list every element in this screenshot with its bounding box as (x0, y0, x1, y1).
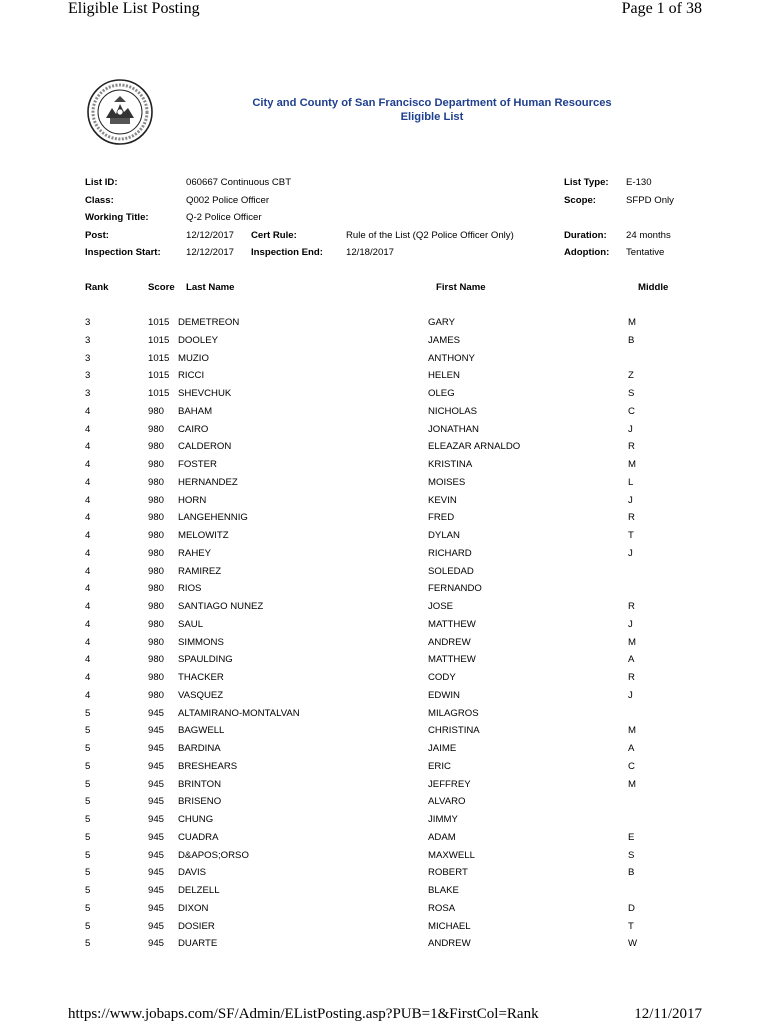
last-name-cell: MELOWITZ (178, 530, 229, 541)
print-footer (0, 1006, 770, 1024)
last-name-cell: RICCI (178, 370, 205, 382)
table-row (0, 814, 770, 832)
middle-initial-cell: M (628, 636, 636, 648)
table-row (0, 619, 770, 637)
rank-cell: 4 (85, 476, 91, 488)
working-title-label: Working Title: (85, 212, 149, 223)
rank-cell: 5 (85, 778, 91, 790)
rank-cell: 4 (85, 583, 91, 595)
rank-cell: 5 (85, 902, 91, 914)
score-cell: 1015 (148, 370, 170, 382)
column-header-score: Score (148, 282, 175, 293)
first-name-cell: HELEN (428, 370, 460, 382)
middle-initial-cell: D (628, 902, 635, 914)
heading-line-2: Eligible List (400, 111, 464, 123)
table-row (0, 725, 770, 743)
table-row (0, 654, 770, 672)
scope-value: SFPD Only (626, 195, 674, 206)
post-label: Post: (85, 230, 109, 241)
last-name-cell: DAVIS (178, 867, 207, 879)
middle-initial-cell: R (628, 601, 635, 612)
first-name-cell: ELEAZAR ARNALDO (428, 441, 521, 453)
rank-cell: 3 (85, 388, 91, 399)
table-row (0, 796, 770, 814)
score-cell: 945 (148, 849, 165, 861)
first-name-cell: ANDREW (428, 636, 471, 648)
middle-initial-cell: J (628, 689, 633, 701)
page-heading (200, 96, 664, 124)
first-name-cell: DYLAN (428, 530, 460, 541)
middle-initial-cell: R (628, 672, 635, 683)
rank-cell: 4 (85, 601, 91, 612)
rank-cell: 4 (85, 565, 91, 577)
last-name-cell: DOSIER (178, 920, 215, 932)
middle-initial-cell: S (628, 388, 635, 399)
table-row (0, 317, 770, 335)
class-label: Class: (85, 195, 114, 206)
middle-initial-cell: M (628, 725, 636, 737)
middle-initial-cell: Z (628, 370, 634, 382)
middle-initial-cell: R (628, 512, 635, 524)
score-cell: 980 (148, 530, 165, 541)
rank-cell: 4 (85, 441, 91, 453)
last-name-cell: DEMETREON (178, 317, 240, 328)
table-row (0, 832, 770, 850)
score-cell: 945 (148, 743, 165, 754)
adoption-label: Adoption: (564, 247, 610, 258)
rank-cell: 5 (85, 707, 91, 719)
rank-cell: 3 (85, 370, 91, 382)
rank-cell: 4 (85, 405, 91, 417)
rank-cell: 5 (85, 920, 91, 932)
inspection-start-label: Inspection Start: (85, 247, 161, 258)
table-row (0, 353, 770, 371)
first-name-cell: GARY (428, 317, 456, 328)
first-name-cell: MILAGROS (428, 707, 479, 719)
print-footer-date: 12/11/2017 (634, 1006, 702, 1022)
last-name-cell: BRISENO (178, 796, 222, 808)
score-cell: 1015 (148, 388, 170, 399)
last-name-cell: SAUL (178, 618, 204, 630)
print-header-title: Eligible List Posting (68, 0, 200, 17)
last-name-cell: DOOLEY (178, 334, 218, 346)
rank-cell: 4 (85, 689, 91, 701)
first-name-cell: BLAKE (428, 885, 459, 896)
rank-cell: 5 (85, 938, 91, 950)
score-cell: 945 (148, 885, 165, 896)
last-name-cell: BRESHEARS (178, 760, 238, 772)
last-name-cell: SIMMONS (178, 636, 224, 648)
rank-cell: 3 (85, 352, 91, 364)
rank-cell: 5 (85, 743, 91, 754)
city-seal-logo (86, 78, 154, 146)
first-name-cell: NICHOLAS (428, 405, 478, 417)
first-name-cell: MICHAEL (428, 920, 471, 932)
middle-initial-cell: T (628, 920, 634, 932)
first-name-cell: ERIC (428, 760, 451, 772)
table-row (0, 885, 770, 903)
table-row (0, 388, 770, 406)
last-name-cell: BRINTON (178, 778, 221, 790)
rank-cell: 5 (85, 849, 91, 861)
rank-cell: 3 (85, 317, 91, 328)
last-name-cell: MUZIO (178, 352, 209, 364)
rank-cell: 5 (85, 831, 91, 843)
first-name-cell: ALVARO (428, 796, 466, 808)
rank-cell: 4 (85, 459, 91, 470)
middle-initial-cell: S (628, 849, 635, 861)
table-row (0, 441, 770, 459)
table-row (0, 938, 770, 956)
first-name-cell: KEVIN (428, 494, 457, 506)
rank-cell: 4 (85, 672, 91, 683)
table-row (0, 743, 770, 761)
rank-cell: 5 (85, 814, 91, 825)
last-name-cell: HORN (178, 494, 207, 506)
first-name-cell: ROSA (428, 902, 456, 914)
middle-initial-cell: E (628, 831, 635, 843)
rank-cell: 4 (85, 618, 91, 630)
last-name-cell: D&APOS;ORSO (178, 849, 249, 861)
list-type-value: E-130 (626, 177, 652, 188)
last-name-cell: BAHAM (178, 405, 213, 417)
table-row (0, 370, 770, 388)
last-name-cell: DELZELL (178, 885, 220, 896)
score-cell: 980 (148, 601, 165, 612)
first-name-cell: JIMMY (428, 814, 458, 825)
column-header-rank: Rank (85, 282, 109, 293)
duration-label: Duration: (564, 230, 607, 241)
score-cell: 945 (148, 902, 165, 914)
score-cell: 980 (148, 459, 165, 470)
first-name-cell: JONATHAN (428, 423, 479, 435)
score-cell: 945 (148, 725, 165, 737)
rank-cell: 3 (85, 334, 91, 346)
last-name-cell: THACKER (178, 672, 224, 683)
middle-initial-cell: B (628, 334, 635, 346)
last-name-cell: CHUNG (178, 814, 214, 825)
score-cell: 945 (148, 796, 165, 808)
middle-initial-cell: J (628, 547, 633, 559)
score-cell: 1015 (148, 334, 170, 346)
first-name-cell: KRISTINA (428, 459, 473, 470)
middle-initial-cell: J (628, 423, 633, 435)
table-row (0, 903, 770, 921)
post-value: 12/12/2017 (186, 230, 235, 241)
first-name-cell: JAIME (428, 743, 457, 754)
middle-initial-cell: J (628, 494, 633, 506)
table-row (0, 566, 770, 584)
cert-rule-label: Cert Rule: (251, 230, 297, 241)
score-cell: 980 (148, 654, 165, 666)
table-row (0, 690, 770, 708)
score-cell: 945 (148, 707, 165, 719)
list-type-label: List Type: (564, 177, 609, 188)
last-name-cell: ALTAMIRANO-MONTALVAN (178, 707, 300, 719)
column-header-last-name: Last Name (186, 282, 235, 293)
table-row (0, 477, 770, 495)
first-name-cell: MATTHEW (428, 654, 476, 666)
table-row (0, 637, 770, 655)
score-cell: 945 (148, 938, 165, 950)
cert-rule-value: Rule of the List (Q2 Police Officer Only) (346, 230, 514, 241)
last-name-cell: LANGEHENNIG (178, 512, 248, 524)
list-id-value: 060667 Continuous CBT (186, 177, 292, 188)
table-row (0, 921, 770, 939)
middle-initial-cell: M (628, 778, 636, 790)
print-header-page: Page 1 of 38 (621, 0, 702, 17)
heading-line-1: City and County of San Francisco Department of Human Resources (252, 97, 612, 109)
scope-label: Scope: (564, 195, 596, 206)
rank-cell: 5 (85, 796, 91, 808)
table-row (0, 424, 770, 442)
middle-initial-cell: C (628, 405, 635, 417)
print-footer-url: https://www.jobaps.com/SF/Admin/EListPosting.asp?PUB=1&FirstCol=Rank (68, 1006, 539, 1022)
score-cell: 945 (148, 814, 165, 825)
table-row (0, 583, 770, 601)
table-row (0, 530, 770, 548)
score-cell: 980 (148, 405, 165, 417)
column-header-first-name: First Name (436, 282, 486, 293)
score-cell: 945 (148, 778, 165, 790)
middle-initial-cell: W (628, 938, 638, 950)
list-id-label: List ID: (85, 177, 118, 188)
middle-initial-cell: A (628, 743, 635, 754)
table-row (0, 548, 770, 566)
class-value: Q002 Police Officer (186, 195, 270, 206)
rank-cell: 5 (85, 760, 91, 772)
table-row (0, 761, 770, 779)
score-cell: 980 (148, 618, 165, 630)
middle-initial-cell: B (628, 867, 635, 879)
first-name-cell: JEFFREY (428, 778, 471, 790)
first-name-cell: CODY (428, 672, 456, 683)
first-name-cell: JOSE (428, 601, 454, 612)
last-name-cell: BAGWELL (178, 725, 225, 737)
first-name-cell: FRED (428, 512, 455, 524)
score-cell: 980 (148, 547, 165, 559)
middle-initial-cell: A (628, 654, 635, 666)
middle-initial-cell: L (628, 476, 634, 488)
first-name-cell: RICHARD (428, 547, 472, 559)
inspection-end-value: 12/18/2017 (346, 247, 395, 258)
eligible-list-table (0, 317, 770, 956)
score-cell: 1015 (148, 317, 170, 328)
table-row (0, 672, 770, 690)
table-row (0, 335, 770, 353)
score-cell: 980 (148, 636, 165, 648)
last-name-cell: RAHEY (178, 547, 212, 559)
middle-initial-cell: M (628, 317, 636, 328)
rank-cell: 4 (85, 530, 91, 541)
last-name-cell: DUARTE (178, 938, 218, 950)
table-row (0, 406, 770, 424)
table-row (0, 850, 770, 868)
first-name-cell: MATTHEW (428, 618, 476, 630)
first-name-cell: ADAM (428, 831, 456, 843)
rank-cell: 5 (85, 867, 91, 879)
working-title-value: Q-2 Police Officer (186, 212, 262, 223)
score-cell: 980 (148, 565, 165, 577)
score-cell: 980 (148, 476, 165, 488)
first-name-cell: MOISES (428, 476, 466, 488)
duration-value: 24 months (626, 230, 671, 241)
inspection-start-value: 12/12/2017 (186, 247, 235, 258)
last-name-cell: RAMIREZ (178, 565, 222, 577)
last-name-cell: CALDERON (178, 441, 232, 453)
last-name-cell: CAIRO (178, 423, 209, 435)
table-row (0, 708, 770, 726)
table-row (0, 867, 770, 885)
score-cell: 1015 (148, 352, 170, 364)
score-cell: 945 (148, 920, 165, 932)
score-cell: 980 (148, 512, 165, 524)
score-cell: 980 (148, 441, 165, 453)
first-name-cell: FERNANDO (428, 583, 482, 595)
score-cell: 980 (148, 423, 165, 435)
inspection-end-label: Inspection End: (251, 247, 323, 258)
score-cell: 945 (148, 760, 165, 772)
rank-cell: 5 (85, 725, 91, 737)
rank-cell: 4 (85, 494, 91, 506)
last-name-cell: FOSTER (178, 459, 217, 470)
middle-initial-cell: M (628, 459, 636, 470)
score-cell: 980 (148, 672, 165, 683)
first-name-cell: CHRISTINA (428, 725, 480, 737)
middle-initial-cell: T (628, 530, 634, 541)
column-header-middle: Middle (638, 282, 669, 293)
first-name-cell: ANDREW (428, 938, 471, 950)
rank-cell: 4 (85, 512, 91, 524)
rank-cell: 4 (85, 636, 91, 648)
first-name-cell: ROBERT (428, 867, 468, 879)
adoption-value: Tentative (626, 247, 665, 258)
score-cell: 980 (148, 689, 165, 701)
last-name-cell: BARDINA (178, 743, 221, 754)
last-name-cell: DIXON (178, 902, 209, 914)
first-name-cell: EDWIN (428, 689, 460, 701)
first-name-cell: OLEG (428, 388, 455, 399)
last-name-cell: HERNANDEZ (178, 476, 238, 488)
last-name-cell: SHEVCHUK (178, 388, 232, 399)
rank-cell: 4 (85, 423, 91, 435)
score-cell: 980 (148, 583, 165, 595)
first-name-cell: ANTHONY (428, 352, 475, 364)
last-name-cell: VASQUEZ (178, 689, 224, 701)
middle-initial-cell: C (628, 760, 635, 772)
rank-cell: 4 (85, 547, 91, 559)
score-cell: 945 (148, 831, 165, 843)
first-name-cell: JAMES (428, 334, 460, 346)
rank-cell: 5 (85, 885, 91, 896)
rank-cell: 4 (85, 654, 91, 666)
middle-initial-cell: J (628, 618, 633, 630)
first-name-cell: MAXWELL (428, 849, 475, 861)
last-name-cell: RIOS (178, 583, 202, 595)
last-name-cell: SANTIAGO NUNEZ (178, 601, 264, 612)
table-row (0, 779, 770, 797)
table-row (0, 495, 770, 513)
table-row (0, 459, 770, 477)
last-name-cell: SPAULDING (178, 654, 233, 666)
middle-initial-cell: R (628, 441, 635, 453)
score-cell: 980 (148, 494, 165, 506)
score-cell: 945 (148, 867, 165, 879)
print-header (0, 0, 770, 22)
first-name-cell: SOLEDAD (428, 565, 474, 577)
table-row (0, 601, 770, 619)
table-row (0, 512, 770, 530)
last-name-cell: CUADRA (178, 831, 219, 843)
